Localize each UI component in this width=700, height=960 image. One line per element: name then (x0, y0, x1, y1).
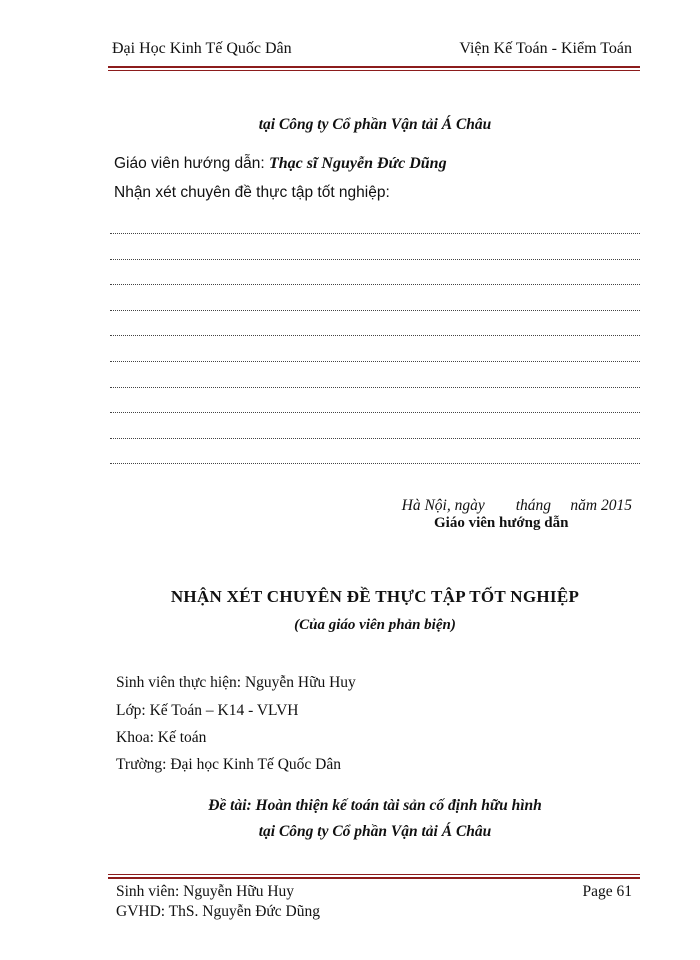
signature-date (402, 497, 632, 515)
page-number: Page 61 (582, 883, 632, 900)
header-institute: Viện Kế Toán - Kiểm Toán (459, 40, 632, 57)
dotted-line (110, 335, 640, 336)
review-subtitle: (Của giáo viên phản biện) (294, 617, 456, 633)
class-line: Lớp: Kế Toán – K14 - VLVH (116, 702, 299, 719)
comment-lines (110, 233, 640, 489)
dotted-line (110, 438, 640, 439)
footer-student: Sinh viên: Nguyễn Hữu Huy (116, 883, 295, 900)
topic-line-2: tại Công ty Cổ phần Vận tải Á Châu (258, 823, 492, 840)
dotted-line (110, 233, 640, 234)
company-line: tại Công ty Cổ phần Vận tải Á Châu (258, 116, 492, 133)
advisor-label: Giáo viên hướng dẫn: (114, 155, 269, 172)
faculty-line: Khoa: Kế toán (116, 729, 207, 746)
dotted-line (110, 463, 640, 464)
footer-rule-thin (108, 874, 640, 875)
advisor-name: Thạc sĩ Nguyễn Đức Dũng (268, 155, 447, 172)
advisor-line (114, 155, 447, 173)
student-line: Sinh viên thực hiện: Nguyễn Hữu Huy (116, 674, 356, 691)
dotted-line (110, 284, 640, 285)
topic-line-1: Đề tài: Hoàn thiện kế toán tài sản cố định hữu hình (208, 797, 542, 814)
school-line: Trường: Đại học Kinh Tế Quốc Dân (116, 756, 341, 773)
date-month: tháng (515, 497, 552, 514)
signature-role: Giáo viên hướng dẫn (434, 515, 569, 531)
footer-advisor: GVHD: ThS. Nguyễn Đức Dũng (116, 903, 321, 920)
header-rule-thin (108, 70, 640, 71)
comment-label: Nhận xét chuyên đề thực tập tốt nghiệp: (114, 184, 390, 201)
dotted-line (110, 259, 640, 260)
date-place: Hà Nội, ngày (401, 497, 485, 514)
header-rule (108, 66, 640, 68)
dotted-line (110, 361, 640, 362)
dotted-line (110, 387, 640, 388)
date-year: năm 2015 (570, 497, 632, 514)
dotted-line (110, 412, 640, 413)
review-title: NHẬN XÉT CHUYÊN ĐỀ THỰC TẬP TỐT NGHIỆP (170, 587, 580, 606)
footer-rule (108, 877, 640, 879)
header-university: Đại Học Kinh Tế Quốc Dân (112, 40, 292, 57)
dotted-line (110, 310, 640, 311)
